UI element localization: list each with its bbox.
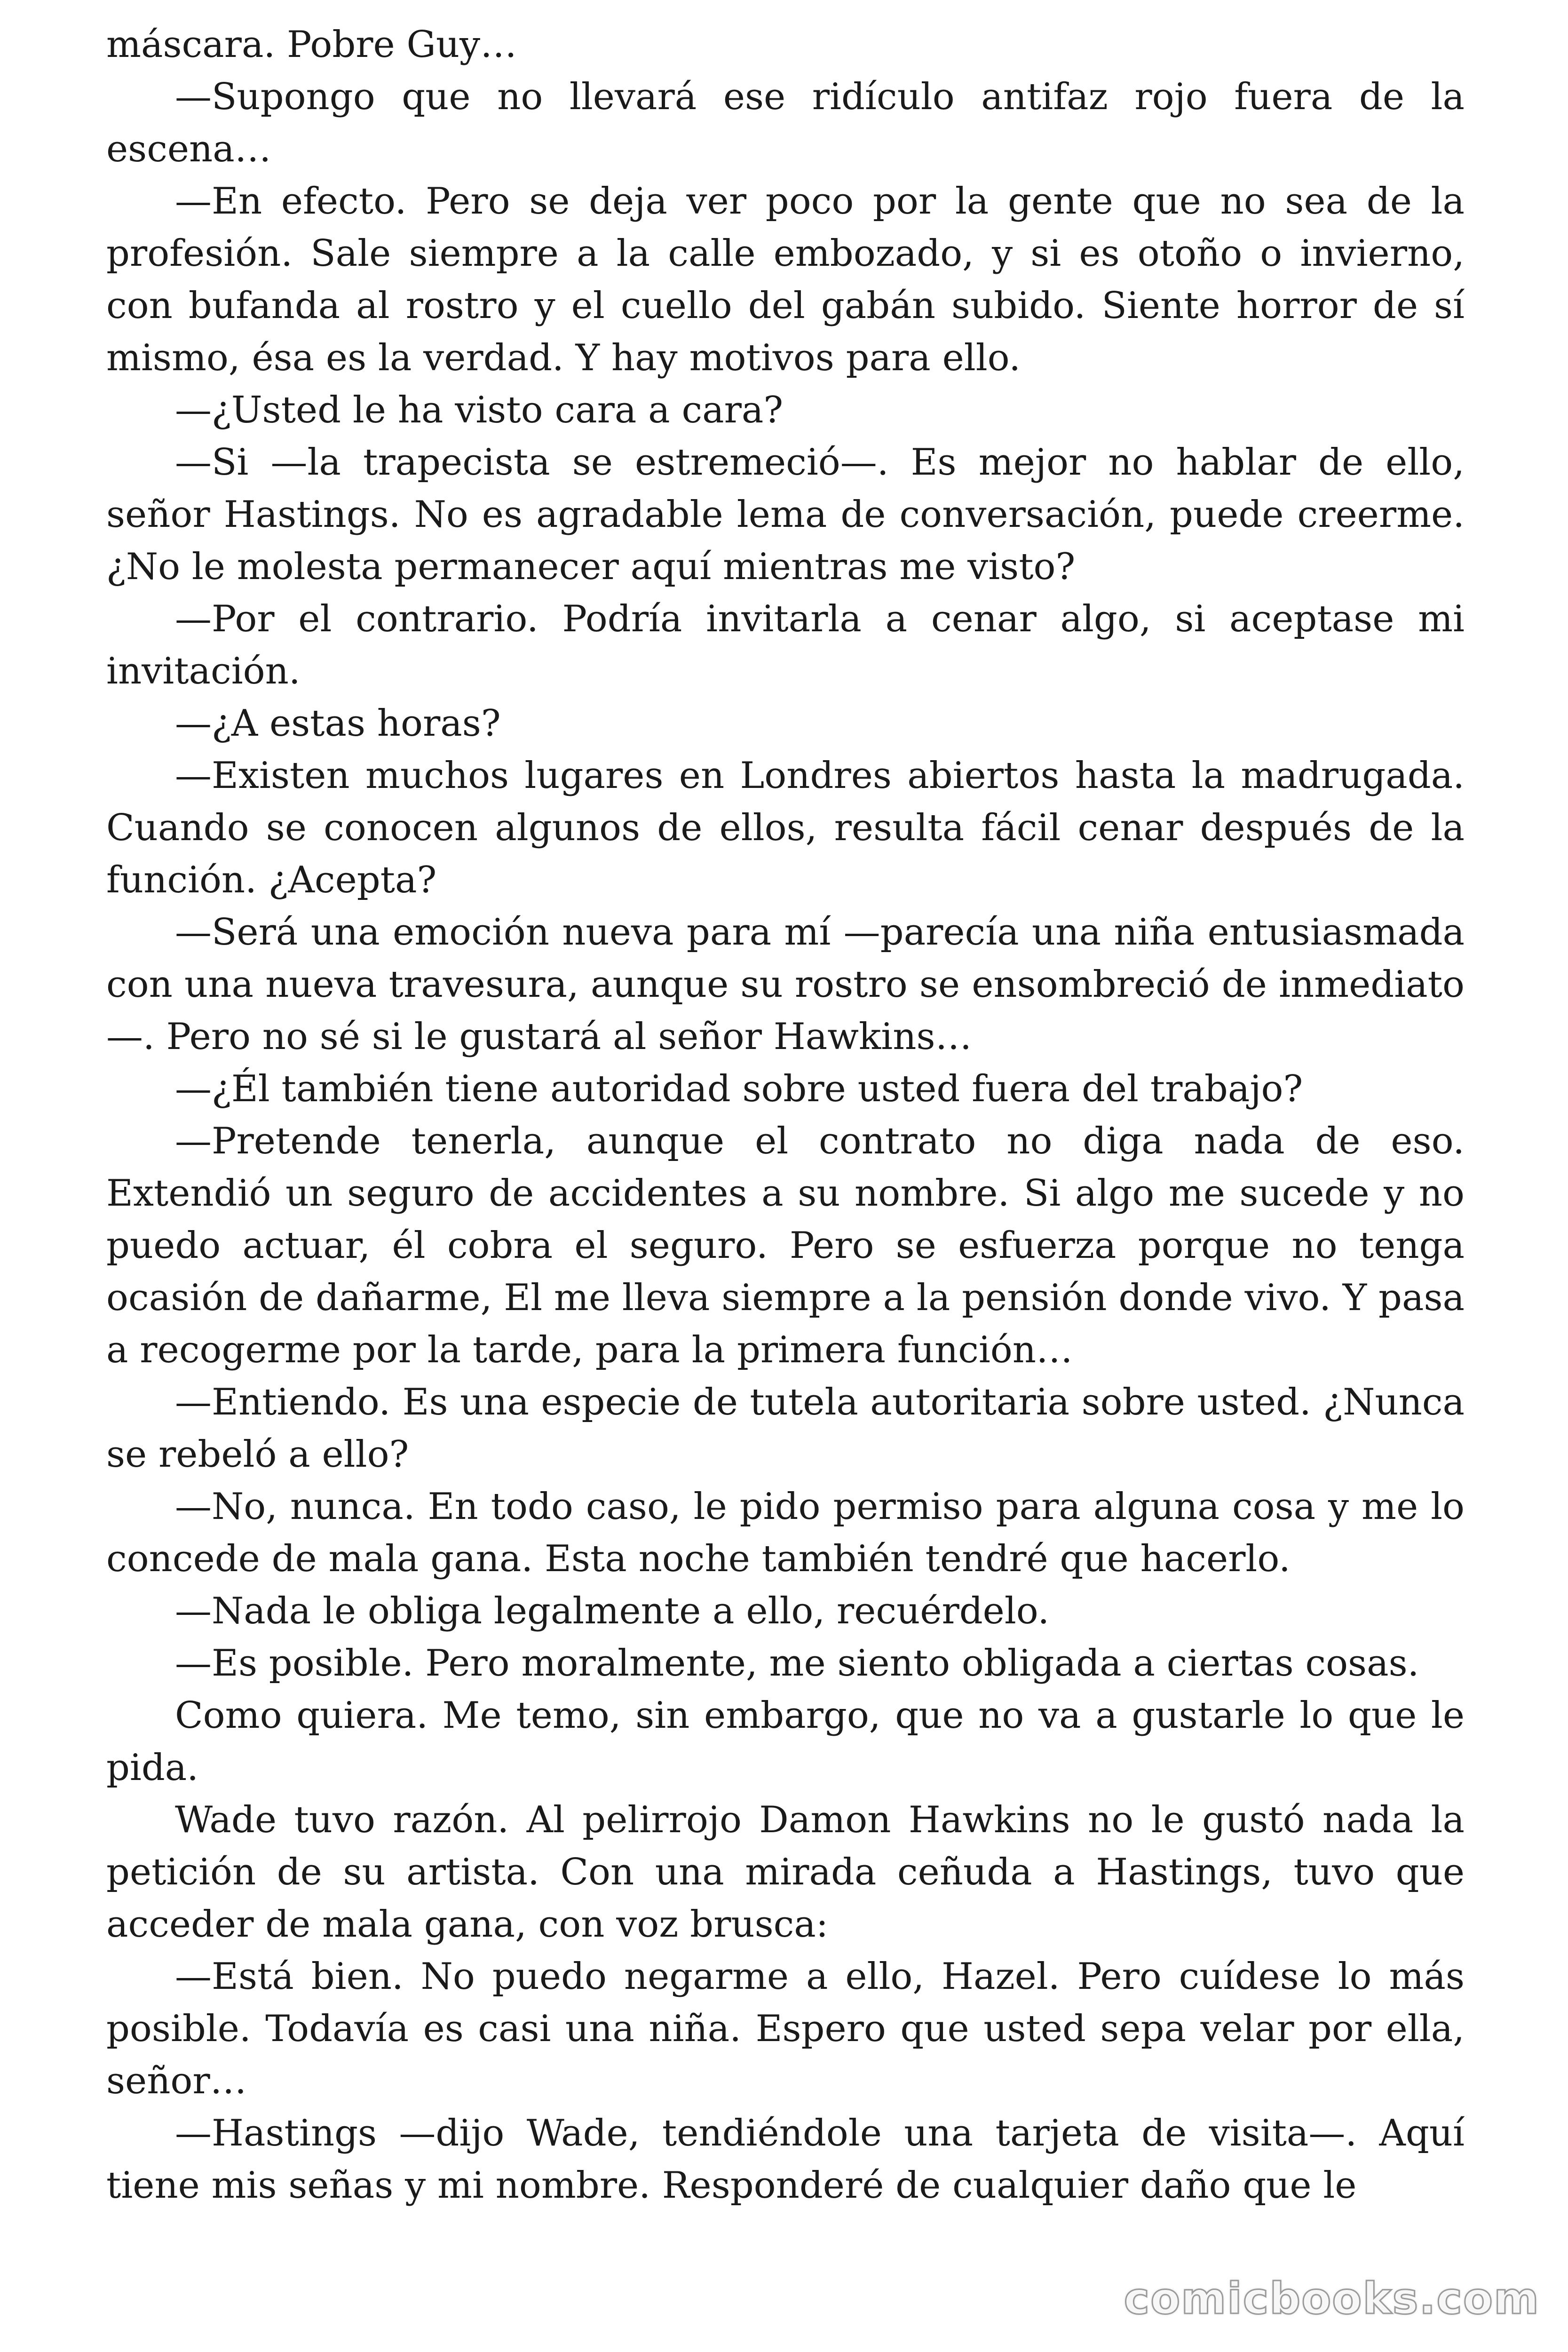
paragraph: —¿Usted le ha visto cara a cara? (175, 389, 784, 431)
paragraph: —No, nunca. En todo caso, le pido permiso para alguna cosa y me lo concede de mala gana. Esta noche también tendré que hacerlo. (106, 1486, 1465, 1580)
paragraph: —En efecto. Pero se deja ver poco por la gente que no sea de la profesión. Sale siempre a la calle embozado, y si es otoño o invierno, con bufanda al rostro y el cuello del gabán subido. Siente horror de sí mismo, ésa es la verdad. Y hay motivos para ello. (106, 180, 1465, 379)
book-page (106, 19, 1465, 2212)
paragraph: —Está bien. No puedo negarme a ello, Hazel. Pero cuídese lo más posible. Todavía es casi una niña. Espero que usted sepa velar por ella, señor… (106, 1955, 1465, 2102)
paragraph: —Si —la trapecista se estremeció—. Es mejor no hablar de ello, señor Hastings. No es agradable lema de conversación, puede creerme. ¿No le molesta permanecer aquí mientras me visto? (106, 441, 1465, 588)
paragraph: —¿Él también tiene autoridad sobre usted fuera del trabajo? (175, 1068, 1303, 1110)
paragraph: —Nada le obliga legalmente a ello, recuérdelo. (175, 1590, 1050, 1632)
paragraph: —¿A estas horas? (175, 702, 501, 745)
paragraph: —Por el contrario. Podría invitarla a cenar algo, si aceptase mi invitación. (106, 598, 1465, 692)
paragraph: —Existen muchos lugares en Londres abiertos hasta la madrugada. Cuando se conocen algunos de ellos, resulta fácil cenar después de la función. ¿Acepta? (106, 755, 1465, 901)
watermark: comicbooks.com (1124, 2273, 1540, 2324)
paragraph: Como quiera. Me temo, sin embargo, que no va a gustarle lo que le pida. (106, 1694, 1465, 1789)
paragraph: —Hastings —dijo Wade, tendiéndole una tarjeta de visita—. Aquí tiene mis señas y mi nombre. Responderé de cualquier daño que le (106, 2112, 1465, 2207)
paragraph: —Supongo que no llevará ese ridículo antifaz rojo fuera de la escena… (106, 76, 1465, 170)
paragraph: Wade tuvo razón. Al pelirrojo Damon Hawkins no le gustó nada la petición de su artista. Con una mirada ceñuda a Hastings, tuvo que acceder de mala gana, con voz brusca: (106, 1799, 1465, 1946)
paragraph: —Entiendo. Es una especie de tutela autoritaria sobre usted. ¿Nunca se rebeló a ello? (106, 1381, 1465, 1476)
paragraph: —Será una emoción nueva para mí —parecía una niña entusiasmada con una nueva travesura, aunque su rostro se ensombreció de inmediato—. Pero no sé si le gustará al señor Hawkins… (106, 911, 1465, 1058)
paragraph: —Pretende tenerla, aunque el contrato no diga nada de eso. Extendió un seguro de accidentes a su nombre. Si algo me sucede y no puedo actuar, él cobra el seguro. Pero se esfuerza porque no tenga ocasión de dañarme, El me lleva siempre a la pensión donde vivo. Y pasa a recogerme por la tarde, para la primera función… (106, 1120, 1465, 1371)
paragraph: —Es posible. Pero moralmente, me siento obligada a ciertas cosas. (175, 1642, 1419, 1685)
paragraph: máscara. Pobre Guy… (106, 24, 517, 66)
